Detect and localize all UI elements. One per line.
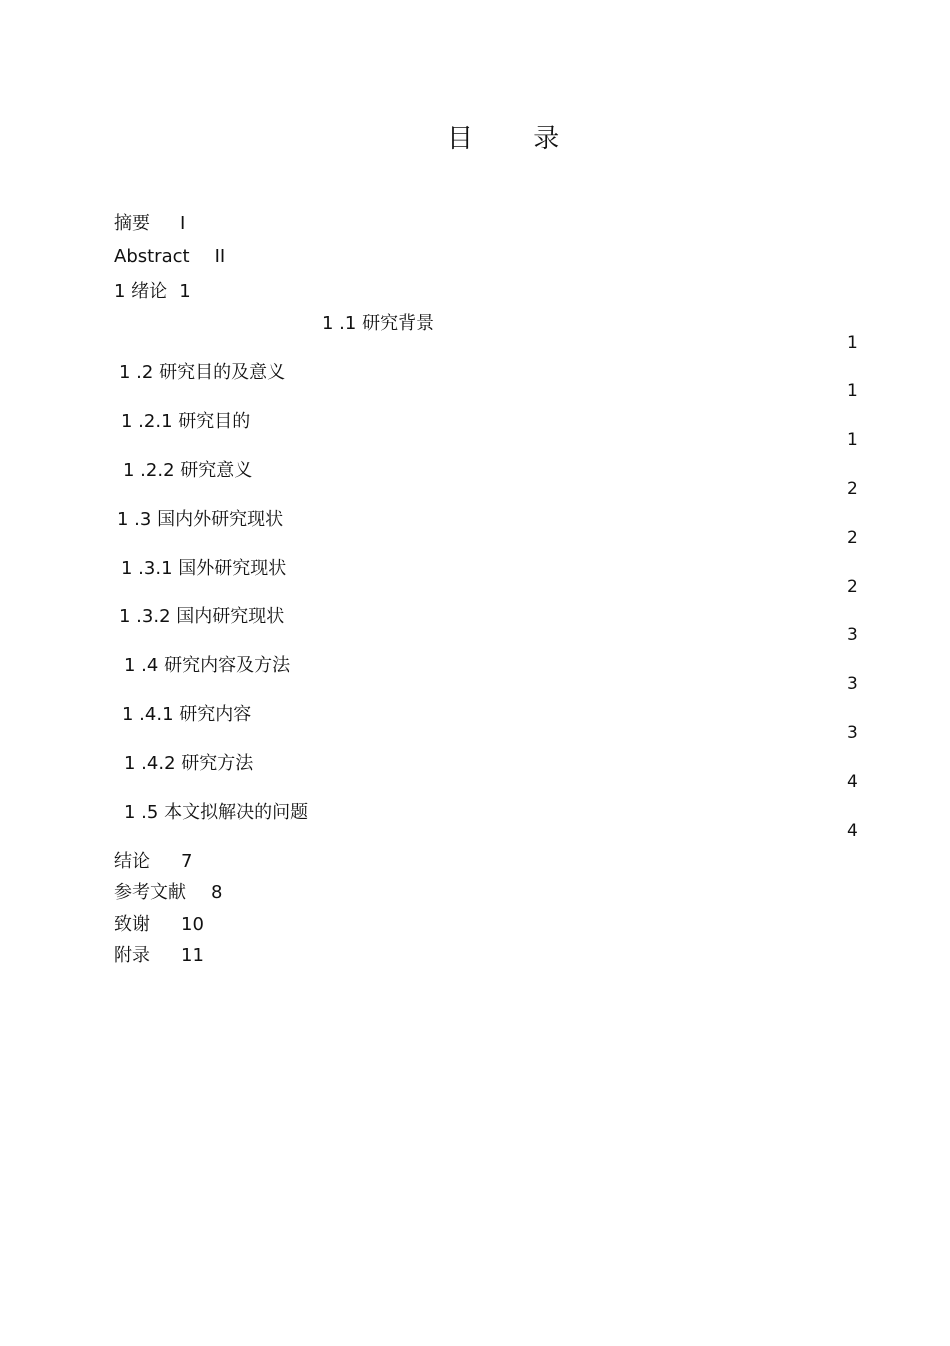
- toc-entry-page: 1: [179, 281, 191, 302]
- toc-entry-page: 7: [181, 851, 193, 872]
- toc-section-page: 1: [847, 430, 858, 450]
- toc-entry-page: 11: [181, 945, 204, 966]
- toc-entry-label: 1 绪论: [114, 281, 168, 302]
- toc-entry-abstract-en[interactable]: [114, 245, 225, 269]
- page-title: 目 录: [447, 124, 586, 154]
- toc-section-label[interactable]: 1 .3.2 国内研究现状: [119, 606, 285, 627]
- toc-entry-appendix[interactable]: [114, 944, 204, 968]
- toc-section-label[interactable]: 1 .2.2 研究意义: [123, 460, 253, 481]
- toc-section-page: 3: [847, 625, 858, 645]
- toc-entry-label: 摘要: [114, 213, 150, 234]
- toc-entry-page: 10: [181, 914, 204, 935]
- toc-entry-label: 附录: [114, 945, 150, 966]
- toc-section-label[interactable]: 1 .3.1 国外研究现状: [121, 558, 287, 579]
- toc-entry-conclusion[interactable]: [114, 850, 192, 874]
- toc-section-page: 2: [847, 528, 858, 548]
- toc-entry-chapter-1[interactable]: [114, 280, 191, 304]
- toc-section-page: 4: [847, 821, 858, 841]
- toc-section-label[interactable]: 1 .3 国内外研究现状: [117, 509, 284, 530]
- toc-entry-label: Abstract: [114, 246, 190, 267]
- toc-entry-label: 结论: [114, 851, 150, 872]
- toc-entry-acknowledgements[interactable]: [114, 913, 204, 937]
- toc-entry-references[interactable]: [114, 881, 222, 905]
- toc-section-page: 1: [847, 381, 858, 401]
- toc-section-label[interactable]: 1 .5 本文拟解决的问题: [124, 802, 309, 823]
- toc-section-page: 2: [847, 479, 858, 499]
- toc-entry-page: II: [214, 246, 226, 267]
- toc-section-page: 2: [847, 577, 858, 597]
- toc-entry-label: 参考文献: [114, 882, 186, 903]
- toc-entry-label: 致谢: [114, 914, 150, 935]
- toc-entry-page: 8: [211, 882, 223, 903]
- toc-section-label[interactable]: 1 .4 研究内容及方法: [124, 655, 291, 676]
- toc-entry-page: I: [180, 213, 186, 234]
- toc-section-label[interactable]: 1 .4.1 研究内容: [122, 704, 252, 725]
- toc-section-label[interactable]: 1 .2 研究目的及意义: [119, 362, 286, 383]
- toc-section-label[interactable]: 1 .2.1 研究目的: [121, 411, 251, 432]
- toc-entry-abstract-cn[interactable]: [114, 212, 185, 236]
- toc-section-page: 1: [847, 333, 858, 353]
- toc-section-label[interactable]: 1 .4.2 研究方法: [124, 753, 254, 774]
- toc-section-page: 3: [847, 674, 858, 694]
- toc-section-label[interactable]: 1 .1 研究背景: [322, 313, 435, 334]
- toc-section-page: 3: [847, 723, 858, 743]
- toc-section-page: 4: [847, 772, 858, 792]
